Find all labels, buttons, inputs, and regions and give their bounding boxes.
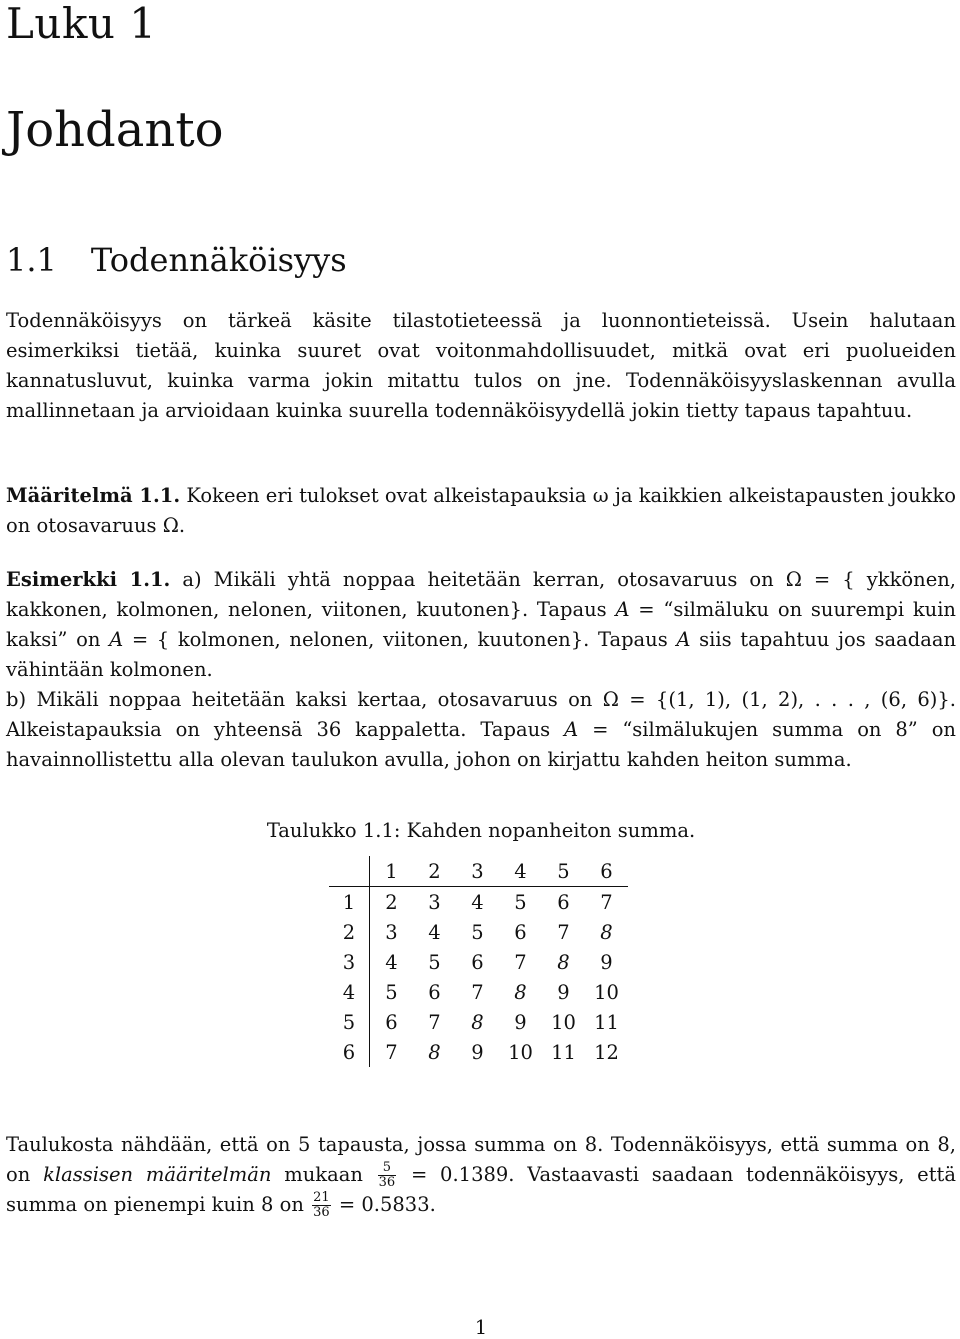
row-header: 5	[329, 1007, 370, 1037]
definition-paragraph	[6, 481, 956, 541]
table-cell: 6	[428, 980, 441, 1004]
event-symbol: A	[564, 718, 579, 741]
fraction-denominator: 36	[378, 1175, 396, 1190]
event-symbol: A	[615, 598, 630, 621]
table-cell: 12	[594, 1040, 619, 1064]
definition-label: Määritelmä 1.1.	[6, 484, 181, 507]
table-cell: 2	[385, 890, 398, 914]
table-cell: 5	[471, 920, 484, 944]
table-cell: 6	[471, 950, 484, 974]
table-cell: 9	[514, 1010, 527, 1034]
table-cell: 9	[471, 1040, 484, 1064]
conclusion-paragraph	[6, 1130, 956, 1220]
fraction-21-36	[312, 1191, 331, 1220]
section-heading	[6, 240, 347, 280]
table-cell: 9	[600, 950, 613, 974]
table-cell: 3	[428, 890, 441, 914]
table-caption: Taulukko 1.1: Kahden nopanheiton summa.	[266, 819, 696, 842]
chapter-title: Johdanto	[6, 102, 224, 158]
table-cell: 10	[594, 980, 619, 1004]
conclusion-text-2: mukaan	[271, 1163, 376, 1186]
column-header: 2	[413, 856, 456, 887]
fraction-numerator: 5	[378, 1161, 397, 1176]
table-cell: 8	[471, 1010, 484, 1034]
conclusion-emphasis: klassisen määritelmän	[43, 1163, 272, 1186]
table-row	[329, 917, 628, 947]
table-cell: 5	[514, 890, 527, 914]
row-header: 1	[329, 887, 370, 918]
table-cell: 5	[385, 980, 398, 1004]
table-cell: 7	[600, 890, 613, 914]
table-cell: 10	[551, 1010, 576, 1034]
table-cell: 7	[471, 980, 484, 1004]
table-cell: 4	[428, 920, 441, 944]
table-cell: 8	[428, 1040, 441, 1064]
section-number: 1.1	[6, 241, 57, 279]
table-row	[329, 977, 628, 1007]
table-cell: 8	[600, 920, 613, 944]
example-part-b-2: = “silmälukujen summa on 8” on havainnollistettu alla olevan taulukon avulla, johon on kirjattu kahden heiton summa.	[6, 718, 956, 771]
intro-paragraph: Todennäköisyys on tärkeä käsite tilastotieteessä ja luonnontieteissä. Usein halutaan esimerkiksi tietää, kuinka suuret ovat voitonmahdollisuudet, mitkä ovat eri puolueiden kannatusluvut, kuinka varma jokin mitattu tulos on jne. Todennäköisyyslaskennan avulla mallinnetaan ja arvioidaan kuinka suurella todennäköisyydellä jokin tietty tapaus tapahtuu.	[6, 309, 956, 422]
table-cell: 6	[385, 1010, 398, 1034]
example-part-a-1: a) Mikäli yhtä noppaa heitetään kerran, otosavaruus on Ω = { ykkönen, kakkonen, kolmonen, nelonen, viitonen, kuutonen}. Tapaus	[6, 568, 956, 621]
conclusion-text-4: = 0.5833.	[332, 1193, 436, 1216]
table-row	[329, 947, 628, 977]
conclusion-text-1: Taulukosta nähdään, että on 5 tapausta, jossa summa on 8. Todennäköisyys, että summa on 8, on	[6, 1133, 956, 1186]
example-part-a-4: siis tapahtuu jos saadaan vähintään kolmonen.	[6, 628, 957, 681]
definition-text: Kokeen eri tulokset ovat alkeistapauksia ω ja kaikkien alkeistapausten joukko on otosavaruus Ω.	[6, 484, 957, 537]
dice-sum-table	[329, 856, 628, 1067]
table-cell: 6	[557, 890, 570, 914]
fraction-5-36	[378, 1161, 397, 1190]
table-cell: 7	[514, 950, 527, 974]
table-cell: 3	[385, 920, 398, 944]
table-row	[329, 887, 628, 918]
table-cell: 4	[471, 890, 484, 914]
table-cell: 4	[385, 950, 398, 974]
example-paragraph	[6, 565, 956, 775]
table-cell: 7	[385, 1040, 398, 1064]
column-header: 3	[456, 856, 499, 887]
table-cell: 11	[594, 1010, 619, 1034]
table-header-row	[329, 856, 628, 887]
table-cell: 11	[551, 1040, 576, 1064]
fraction-denominator: 36	[313, 1205, 330, 1220]
row-header: 6	[329, 1037, 370, 1067]
event-symbol: A	[676, 628, 691, 651]
table-body	[329, 887, 628, 1068]
example-part-a-3: = { kolmonen, nelonen, viitonen, kuutonen}. Tapaus	[123, 628, 677, 651]
column-header: 6	[585, 856, 628, 887]
table-cell: 9	[557, 980, 570, 1004]
table-cell: 8	[514, 980, 527, 1004]
page-number: 1	[474, 1316, 488, 1339]
row-header: 4	[329, 977, 370, 1007]
column-header: 4	[499, 856, 542, 887]
column-header: 5	[542, 856, 585, 887]
table-cell: 7	[428, 1010, 441, 1034]
table-corner-cell	[329, 856, 370, 887]
event-symbol: A	[109, 628, 124, 651]
table-cell: 10	[508, 1040, 533, 1064]
section-title: Todennäköisyys	[90, 241, 347, 279]
row-header: 3	[329, 947, 370, 977]
table-cell: 5	[428, 950, 441, 974]
conclusion-text-3: = 0.1389. Vastaavasti saadaan todennäköisyys, että summa on pienempi kuin 8 on	[6, 1163, 957, 1216]
column-header: 1	[370, 856, 414, 887]
example-part-b-1: b) Mikäli noppaa heitetään kaksi kertaa, otosavaruus on Ω = {(1, 1), (1, 2), . . . , (6, 6)}. Alkeistapauksia on yhteensä 36 kappaletta. Tapaus	[6, 688, 956, 741]
table-row	[329, 1007, 628, 1037]
table-cell: 8	[557, 950, 570, 974]
example-part-a-2: = “silmäluku on suurempi kuin kaksi” on	[6, 598, 956, 651]
table-cell: 6	[514, 920, 527, 944]
table-row	[329, 1037, 628, 1067]
example-label: Esimerkki 1.1.	[6, 568, 171, 591]
fraction-numerator: 21	[313, 1190, 330, 1205]
row-header: 2	[329, 917, 370, 947]
chapter-label: Luku 1	[6, 0, 157, 48]
table-cell: 7	[557, 920, 570, 944]
